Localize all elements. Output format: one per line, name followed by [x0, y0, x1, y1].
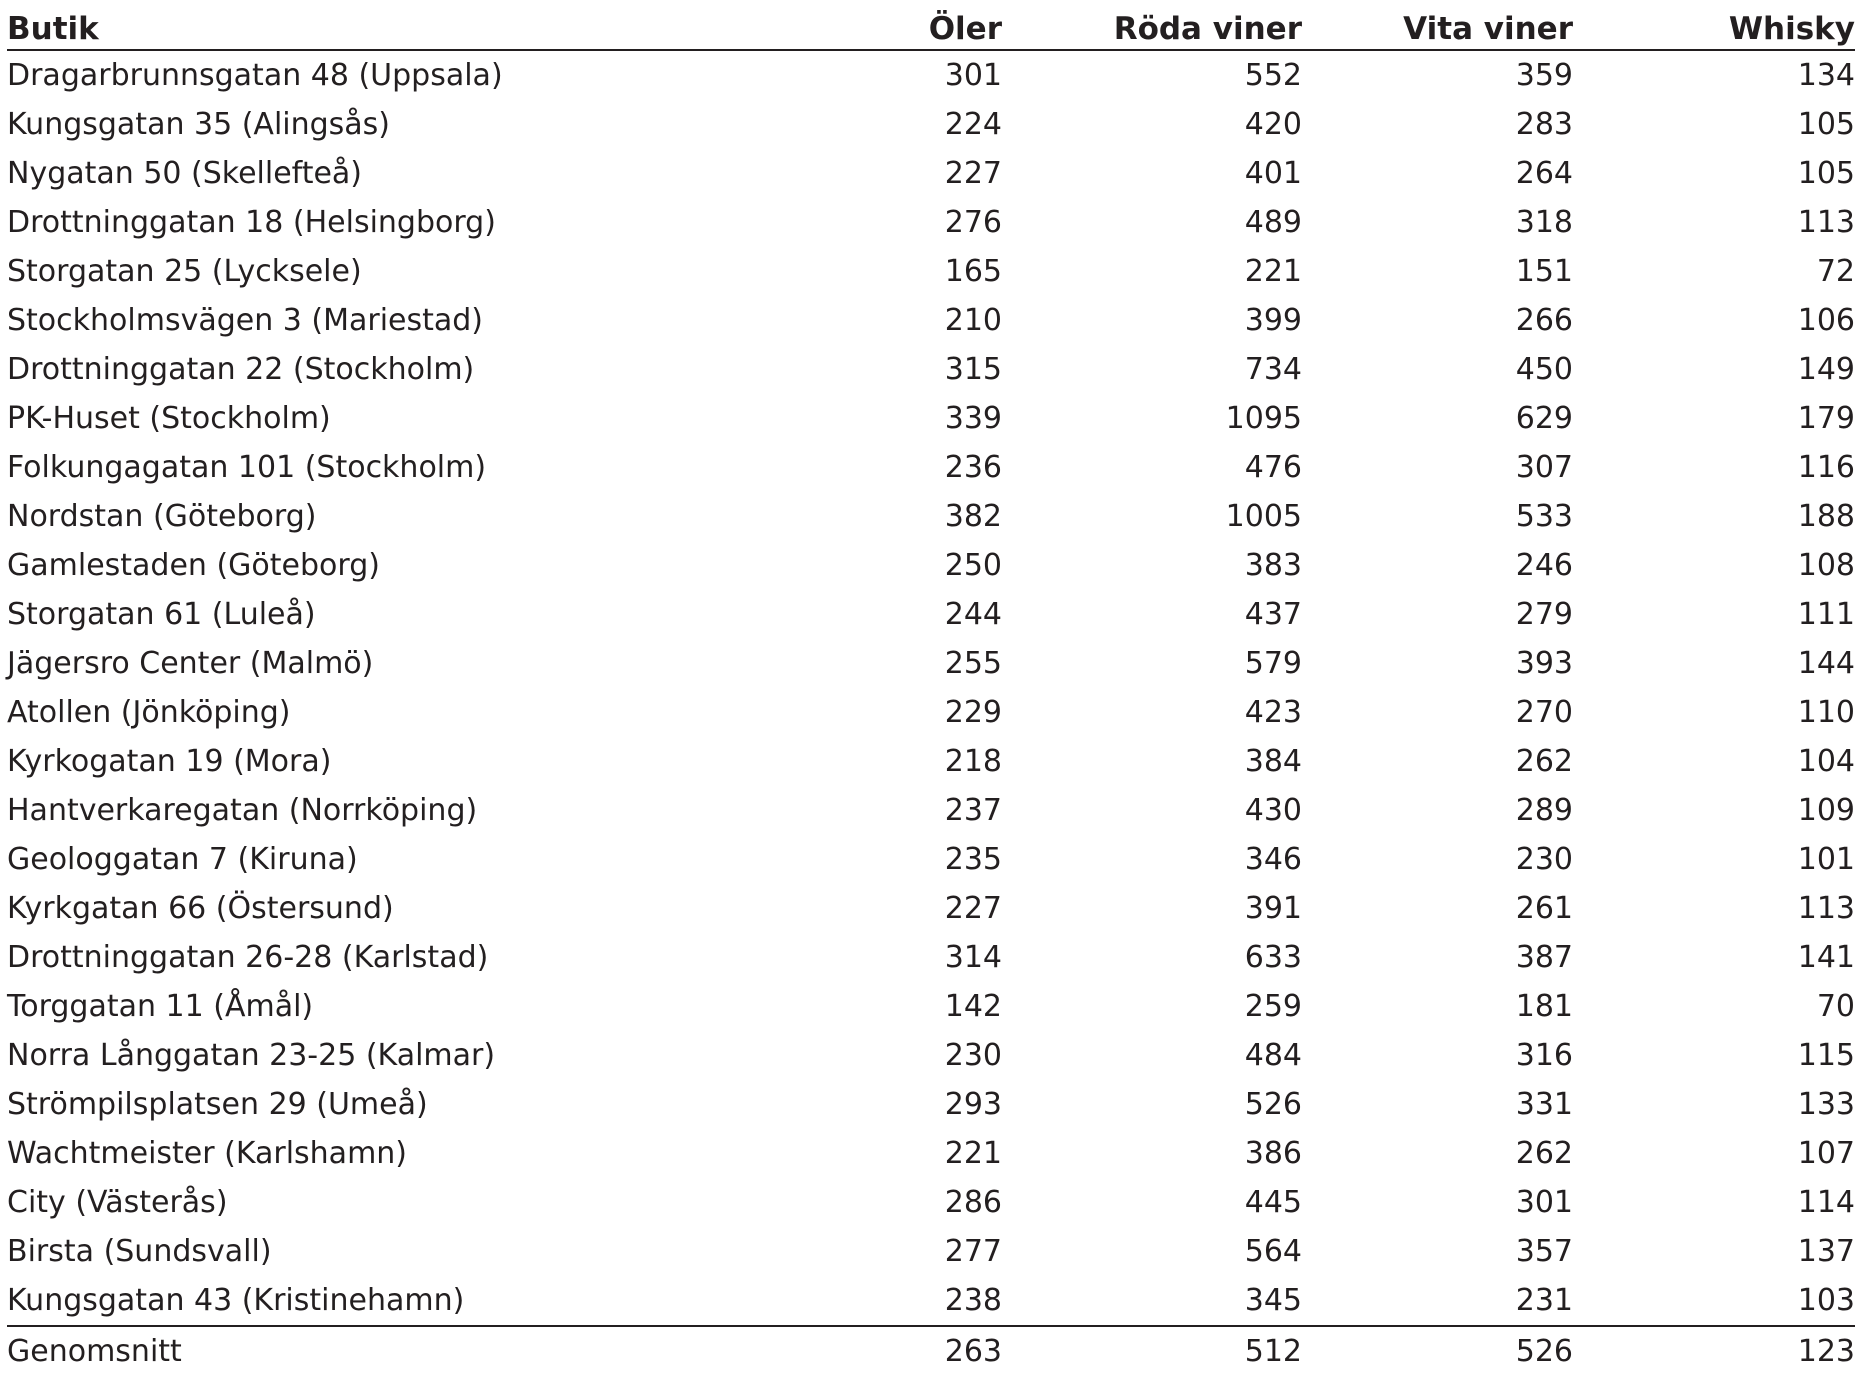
cell-white-wine: 262	[1515, 1136, 1573, 1171]
cell-beer: 276	[944, 205, 1002, 240]
cell-whisky: 111	[1797, 597, 1855, 632]
cell-red-wine: 552	[1244, 58, 1302, 93]
cell-store: Gamlestaden (Göteborg)	[7, 548, 380, 583]
cell-white-wine: 301	[1515, 1185, 1573, 1220]
column-header-red-wine: Röda viner	[1002, 0, 1302, 50]
cell-red-wine: 564	[1244, 1234, 1302, 1269]
cell-whisky: 110	[1797, 695, 1855, 730]
cell-white-wine: 151	[1515, 254, 1573, 289]
cell-store: Storgatan 25 (Lycksele)	[7, 254, 362, 289]
cell-beer: 227	[944, 156, 1002, 191]
table-row	[7, 982, 1855, 1031]
cell-white-wine: 261	[1515, 891, 1573, 926]
cell-store: Storgatan 61 (Luleå)	[7, 597, 316, 632]
cell-white-wine: 359	[1515, 58, 1573, 93]
cell-white-wine: 629	[1515, 401, 1573, 436]
cell-red-wine: 579	[1244, 646, 1302, 681]
cell-white-wine: 307	[1515, 450, 1573, 485]
cell-red-wine: 633	[1244, 940, 1302, 975]
cell-red-wine: 384	[1244, 744, 1302, 779]
cell-whisky: 134	[1797, 58, 1855, 93]
cell-red-wine: 476	[1244, 450, 1302, 485]
cell-store: Nordstan (Göteborg)	[7, 499, 317, 534]
cell-store: Geologgatan 7 (Kiruna)	[7, 842, 358, 877]
table-row	[7, 296, 1855, 345]
cell-store: Drottninggatan 22 (Stockholm)	[7, 352, 475, 387]
cell-store: Birsta (Sundsvall)	[7, 1234, 272, 1269]
header-row	[7, 0, 1855, 50]
column-header-beer: Öler	[837, 0, 1002, 50]
cell-red-wine: 734	[1244, 352, 1302, 387]
cell-beer: 301	[944, 58, 1002, 93]
cell-red-wine: 401	[1244, 156, 1302, 191]
cell-beer: 250	[944, 548, 1002, 583]
table-row	[7, 933, 1855, 982]
cell-whisky: 70	[1816, 989, 1855, 1024]
table-row	[7, 1129, 1855, 1178]
cell-store: Drottninggatan 18 (Helsingborg)	[7, 205, 496, 240]
cell-white-wine: 246	[1515, 548, 1573, 583]
cell-whisky: 113	[1797, 205, 1855, 240]
cell-whisky: 179	[1797, 401, 1855, 436]
cell-store: PK-Huset (Stockholm)	[7, 401, 331, 436]
cell-whisky: 137	[1797, 1234, 1855, 1269]
cell-red-wine: 484	[1244, 1038, 1302, 1073]
cell-beer: 210	[944, 303, 1002, 338]
cell-store: Stockholmsvägen 3 (Mariestad)	[7, 303, 484, 338]
cell-store: Dragarbrunnsgatan 48 (Uppsala)	[7, 58, 503, 93]
cell-red-wine: 221	[1244, 254, 1302, 289]
cell-whisky: 113	[1797, 891, 1855, 926]
cell-store: Wachtmeister (Karlshamn)	[7, 1136, 408, 1171]
average-white-wine: 526	[1302, 1326, 1573, 1376]
cell-whisky: 188	[1797, 499, 1855, 534]
cell-beer: 230	[944, 1038, 1002, 1073]
cell-red-wine: 437	[1244, 597, 1302, 632]
table-row	[7, 50, 1855, 100]
cell-whisky: 141	[1797, 940, 1855, 975]
cell-whisky: 149	[1797, 352, 1855, 387]
cell-red-wine: 346	[1244, 842, 1302, 877]
cell-beer: 229	[944, 695, 1002, 730]
cell-red-wine: 259	[1244, 989, 1302, 1024]
cell-store: Kungsgatan 35 (Alingsås)	[7, 107, 391, 142]
cell-white-wine: 279	[1515, 597, 1573, 632]
average-label: Genomsnitt	[7, 1326, 837, 1376]
cell-white-wine: 357	[1515, 1234, 1573, 1269]
cell-red-wine: 445	[1244, 1185, 1302, 1220]
table-row	[7, 1031, 1855, 1080]
cell-beer: 165	[944, 254, 1002, 289]
cell-whisky: 106	[1797, 303, 1855, 338]
cell-white-wine: 266	[1515, 303, 1573, 338]
cell-white-wine: 318	[1515, 205, 1573, 240]
table-row	[7, 492, 1855, 541]
cell-white-wine: 393	[1515, 646, 1573, 681]
cell-beer: 224	[944, 107, 1002, 142]
column-header-store: Butik	[7, 0, 837, 50]
table-row	[7, 1227, 1855, 1276]
cell-beer: 277	[944, 1234, 1002, 1269]
table-row	[7, 100, 1855, 149]
cell-red-wine: 1005	[1225, 499, 1302, 534]
store-sales-table	[7, 0, 1855, 1376]
cell-red-wine: 423	[1244, 695, 1302, 730]
cell-white-wine: 270	[1515, 695, 1573, 730]
cell-red-wine: 386	[1244, 1136, 1302, 1171]
table-row	[7, 639, 1855, 688]
table-row	[7, 884, 1855, 933]
cell-beer: 238	[944, 1283, 1002, 1318]
cell-store: Kyrkgatan 66 (Östersund)	[7, 891, 394, 926]
cell-red-wine: 345	[1244, 1283, 1302, 1318]
table-row	[7, 835, 1855, 884]
cell-red-wine: 526	[1244, 1087, 1302, 1122]
cell-beer: 221	[944, 1136, 1002, 1171]
cell-whisky: 72	[1816, 254, 1855, 289]
table-row	[7, 1178, 1855, 1227]
cell-whisky: 109	[1797, 793, 1855, 828]
table-row	[7, 149, 1855, 198]
cell-store: Strömpilsplatsen 29 (Umeå)	[7, 1087, 428, 1122]
cell-store: Nygatan 50 (Skellefteå)	[7, 156, 363, 191]
table-row	[7, 1276, 1855, 1326]
cell-beer: 315	[944, 352, 1002, 387]
cell-store: Kyrkogatan 19 (Mora)	[7, 744, 332, 779]
cell-red-wine: 399	[1244, 303, 1302, 338]
cell-white-wine: 262	[1515, 744, 1573, 779]
cell-beer: 339	[944, 401, 1002, 436]
cell-whisky: 144	[1797, 646, 1855, 681]
average-whisky: 123	[1573, 1326, 1855, 1376]
cell-red-wine: 1095	[1225, 401, 1302, 436]
cell-red-wine: 430	[1244, 793, 1302, 828]
cell-whisky: 104	[1797, 744, 1855, 779]
column-header-white-wine: Vita viner	[1302, 0, 1573, 50]
cell-whisky: 133	[1797, 1087, 1855, 1122]
cell-store: Torggatan 11 (Åmål)	[7, 989, 314, 1024]
cell-beer: 235	[944, 842, 1002, 877]
table-row	[7, 688, 1855, 737]
cell-white-wine: 533	[1515, 499, 1573, 534]
cell-whisky: 108	[1797, 548, 1855, 583]
table-row	[7, 541, 1855, 590]
cell-store: Jägersro Center (Malmö)	[7, 646, 374, 681]
cell-beer: 293	[944, 1087, 1002, 1122]
cell-white-wine: 231	[1515, 1283, 1573, 1318]
table-row	[7, 247, 1855, 296]
cell-beer: 227	[944, 891, 1002, 926]
table-row	[7, 443, 1855, 492]
table-row	[7, 590, 1855, 639]
cell-store: City (Västerås)	[7, 1185, 228, 1220]
average-row	[7, 1326, 1855, 1376]
cell-beer: 244	[944, 597, 1002, 632]
cell-store: Kungsgatan 43 (Kristinehamn)	[7, 1283, 465, 1318]
cell-whisky: 114	[1797, 1185, 1855, 1220]
cell-beer: 286	[944, 1185, 1002, 1220]
cell-beer: 382	[944, 499, 1002, 534]
table-row	[7, 737, 1855, 786]
cell-white-wine: 181	[1515, 989, 1573, 1024]
average-beer: 263	[837, 1326, 1002, 1376]
average-red-wine: 512	[1002, 1326, 1302, 1376]
cell-white-wine: 387	[1515, 940, 1573, 975]
table-row	[7, 1080, 1855, 1129]
cell-white-wine: 331	[1515, 1087, 1573, 1122]
cell-white-wine: 264	[1515, 156, 1573, 191]
cell-store: Hantverkaregatan (Norrköping)	[7, 793, 478, 828]
cell-white-wine: 283	[1515, 107, 1573, 142]
table-row	[7, 394, 1855, 443]
cell-store: Norra Långgatan 23-25 (Kalmar)	[7, 1038, 496, 1073]
column-header-whisky: Whisky	[1573, 0, 1855, 50]
cell-white-wine: 316	[1515, 1038, 1573, 1073]
cell-beer: 236	[944, 450, 1002, 485]
cell-beer: 142	[944, 989, 1002, 1024]
cell-whisky: 107	[1797, 1136, 1855, 1171]
cell-whisky: 105	[1797, 107, 1855, 142]
table-row	[7, 198, 1855, 247]
cell-white-wine: 450	[1515, 352, 1573, 387]
cell-red-wine: 383	[1244, 548, 1302, 583]
cell-beer: 255	[944, 646, 1002, 681]
cell-red-wine: 420	[1244, 107, 1302, 142]
cell-store: Folkungagatan 101 (Stockholm)	[7, 450, 487, 485]
table-body	[7, 50, 1855, 1326]
table-row	[7, 345, 1855, 394]
cell-store: Atollen (Jönköping)	[7, 695, 291, 730]
cell-whisky: 115	[1797, 1038, 1855, 1073]
cell-beer: 237	[944, 793, 1002, 828]
cell-red-wine: 391	[1244, 891, 1302, 926]
cell-whisky: 103	[1797, 1283, 1855, 1318]
cell-white-wine: 230	[1515, 842, 1573, 877]
cell-store: Drottninggatan 26-28 (Karlstad)	[7, 940, 489, 975]
cell-whisky: 116	[1797, 450, 1855, 485]
cell-beer: 314	[944, 940, 1002, 975]
cell-whisky: 105	[1797, 156, 1855, 191]
cell-whisky: 101	[1797, 842, 1855, 877]
table-row	[7, 786, 1855, 835]
cell-white-wine: 289	[1515, 793, 1573, 828]
cell-beer: 218	[944, 744, 1002, 779]
cell-red-wine: 489	[1244, 205, 1302, 240]
